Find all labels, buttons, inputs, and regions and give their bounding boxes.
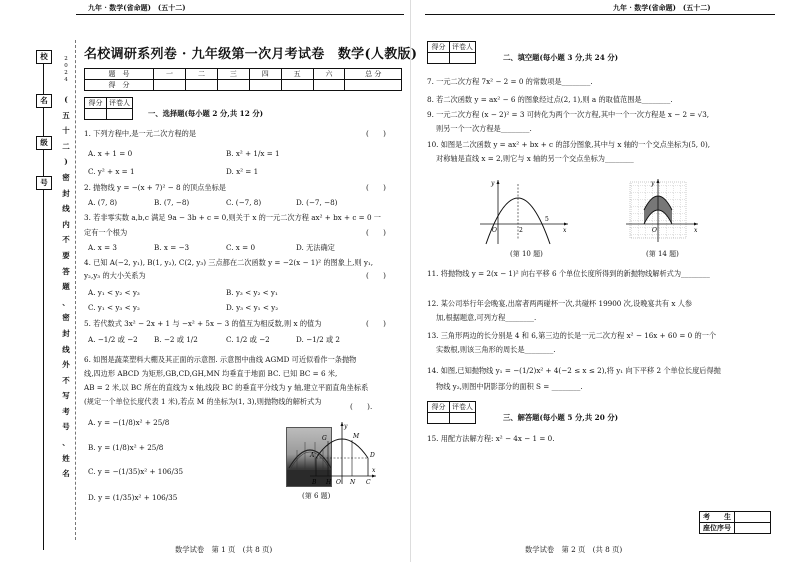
score-cell[interactable] bbox=[281, 80, 313, 91]
q6-line2: 线,四边形 ABCD 为矩形,GB,CD,GH,MN 均垂直于地面 BC. 已知 BC = 6 米, bbox=[84, 369, 338, 378]
q1-option-c[interactable]: C. y² + x = 1 bbox=[88, 167, 135, 176]
seal-char: 姓 bbox=[62, 453, 70, 463]
q4-option-b[interactable]: B. y₃ < y₂ < y₁ bbox=[226, 288, 278, 297]
figure-10-caption: (第 10 题) bbox=[510, 250, 543, 258]
q10-cont: 对称轴是直线 x = 2,则它与 x 轴的另一个交点坐标为________ bbox=[436, 154, 634, 163]
q13: 13. 三角形两边的长分别是 4 和 6,第三边的长是一元二次方程 x² − 16x + 60 = 0 的一个 bbox=[427, 331, 717, 340]
q3-stem: 3. 若非零实数 a,b,c 满足 9a − 3b + c = 0,则关于 x 的一元二次方程 ax² + bx + c = 0 一 bbox=[84, 213, 381, 222]
q4-option-d[interactable]: D. y₃ < y₁ < y₂ bbox=[226, 303, 279, 312]
q4-stem: 4. 已知 A(−2, y₁), B(1, y₂), C(2, y₃) 三点都在二次函数 y = −2(x − 1)² 的图象上,则 y₁, bbox=[84, 258, 374, 267]
rater-name-cell[interactable] bbox=[450, 413, 476, 424]
rater-name-cell[interactable] bbox=[450, 53, 476, 64]
seal-char: 号 bbox=[62, 422, 70, 432]
fig14-label-x: x bbox=[694, 227, 698, 234]
rater-box-1: 得分 评卷人 bbox=[84, 97, 133, 120]
fig6-label-a: A bbox=[310, 452, 315, 459]
q13-cont: 实数根,则该三角形的周长是________. bbox=[436, 345, 556, 354]
q6-blank[interactable]: ( ). bbox=[350, 402, 373, 411]
q2-blank[interactable]: ( ) bbox=[366, 183, 386, 192]
q6-line3: AB = 2 米,以 BC 所在的直线为 x 轴,线段 BC 的垂直平分线为 y 轴,建立平面直角坐标系 bbox=[84, 383, 369, 392]
q4-stem-cont: y₂,y₃ 的大小关系为 bbox=[84, 271, 146, 280]
q4-blank[interactable]: ( ) bbox=[366, 271, 386, 280]
fig10-label-x: x bbox=[563, 227, 567, 234]
fig6-label-x: x bbox=[372, 467, 376, 474]
year-digit: 0 bbox=[64, 63, 68, 69]
seal-char: 写 bbox=[62, 391, 70, 401]
q3-option-b[interactable]: B. x = −3 bbox=[154, 243, 190, 252]
page2-header-rule bbox=[425, 14, 775, 15]
q15: 15. 用配方法解方程: x² − 4x − 1 = 0. bbox=[427, 434, 555, 443]
seal-char: 封 bbox=[62, 328, 70, 338]
rater-score-cell[interactable] bbox=[85, 109, 107, 120]
page1-footer: 数学试卷 第 1 页 (共 8 页) bbox=[175, 545, 273, 554]
seal-char: 题 bbox=[62, 282, 70, 292]
figure-14-graph bbox=[624, 178, 702, 244]
figure-10-graph bbox=[478, 174, 570, 246]
q12: 12. 某公司举行年会晚宴,出席者两两碰杯一次,共碰杯 19900 次,设晚宴共有 x 人参 bbox=[427, 299, 693, 308]
q1-blank[interactable]: ( ) bbox=[366, 129, 386, 138]
q5-blank[interactable]: ( ) bbox=[366, 319, 386, 328]
q7: 7. 一元二次方程 7x² − 2 = 0 的常数项是________. bbox=[427, 77, 593, 86]
seal-char: 密 bbox=[62, 172, 70, 182]
rater-box-3: 得分 评卷人 bbox=[427, 401, 476, 424]
fig10-label-5: 5 bbox=[545, 216, 549, 223]
q2-option-b[interactable]: B. (7, −8) bbox=[154, 198, 190, 207]
rater-score-cell[interactable] bbox=[428, 53, 450, 64]
seal-char: 内 bbox=[62, 219, 70, 229]
year-digit: 2 bbox=[64, 56, 68, 62]
rater-box-2: 得分 评卷人 bbox=[427, 41, 476, 64]
figure-6-caption: (第 6 题) bbox=[302, 492, 331, 500]
section3-title: 三、解答题(每小题 5 分,共 20 分) bbox=[503, 413, 619, 422]
page1-header-rule bbox=[76, 14, 404, 15]
seal-char: 密 bbox=[62, 313, 70, 323]
seal-char: 名 bbox=[62, 469, 70, 479]
seal-char: 十 bbox=[62, 126, 70, 136]
q5-option-d[interactable]: D. −1/2 或 2 bbox=[296, 335, 340, 344]
fig14-label-o: O bbox=[652, 227, 657, 234]
binding-box-school: 校 bbox=[36, 50, 52, 64]
q5-option-a[interactable]: A. −1/2 或 −2 bbox=[88, 335, 138, 344]
score-cell[interactable] bbox=[313, 80, 345, 91]
score-cell[interactable] bbox=[345, 80, 402, 91]
year-digit: 2 bbox=[64, 70, 68, 76]
q4-option-c[interactable]: C. y₁ < y₃ < y₂ bbox=[88, 303, 140, 312]
q2-option-d[interactable]: D. (−7, −8) bbox=[296, 198, 338, 207]
seal-char: 考 bbox=[62, 406, 70, 416]
seal-char: 线 bbox=[62, 204, 70, 214]
q6-option-c[interactable]: C. y = −(1/35)x² + 106/35 bbox=[88, 467, 184, 476]
q14: 14. 如图,已知抛物线 y₁ = −(1/2)x² + 4(−2 ≤ x ≤ 2),将 y₁ 向下平移 2 个单位长度后得抛 bbox=[427, 366, 721, 375]
fig6-label-c: C bbox=[366, 479, 371, 486]
figure-6-diagram bbox=[308, 420, 378, 488]
q14-cont: 物线 y₂,则图中阴影部分的面积 S = ________. bbox=[436, 382, 583, 391]
q12-cont: 加,根据题意,可列方程________. bbox=[436, 313, 537, 322]
examinee-seat-box bbox=[699, 511, 771, 534]
q9: 9. 一元二次方程 (x − 2)² = 3 可转化为两个一次方程,其中一个一次方程是 x − 2 = √3, bbox=[427, 110, 710, 119]
q6-option-b[interactable]: B. y = (1/8)x² + 25/8 bbox=[88, 443, 164, 452]
q3-blank[interactable]: ( ) bbox=[366, 228, 386, 237]
q1-option-b[interactable]: B. x² + 1/x = 1 bbox=[226, 149, 280, 158]
fig6-label-h: H bbox=[326, 479, 332, 486]
page2-header: 九年 · 数学(省命题) (五十二) bbox=[613, 3, 711, 12]
seal-char: 封 bbox=[62, 188, 70, 198]
q1-option-a[interactable]: A. x + 1 = 0 bbox=[88, 149, 133, 158]
seal-char: 外 bbox=[62, 360, 70, 370]
fig10-label-y: y bbox=[491, 180, 495, 187]
rater-score-cell[interactable] bbox=[428, 413, 450, 424]
q6-line1: 6. 如图是蔬菜塑料大棚及其正面的示意图. 示意图中曲线 AGMD 可近似看作一条抛物 bbox=[84, 355, 357, 364]
score-table: 题 号 一 二 三 四 五 六 总 分 得 分 bbox=[84, 68, 402, 91]
binding-box-class: 级 bbox=[36, 136, 52, 150]
section2-title: 二、填空题(每小题 3 分,共 24 分) bbox=[503, 53, 619, 62]
examinee-cell[interactable] bbox=[735, 512, 771, 523]
figure-14-caption: (第 14 题) bbox=[646, 250, 679, 258]
fig6-label-y: y bbox=[344, 423, 348, 430]
score-cell[interactable] bbox=[249, 80, 281, 91]
seal-char: 线 bbox=[62, 344, 70, 354]
fig10-label-o: O bbox=[492, 227, 497, 234]
fig6-label-b: B bbox=[312, 479, 317, 486]
seal-char: 不 bbox=[62, 375, 70, 385]
q5-option-b[interactable]: B. −2 或 1/2 bbox=[154, 335, 198, 344]
q10: 10. 如图是二次函数 y = ax² + bx + c 的部分图象,其中与 x 轴的一个交点坐标为(5, 0), bbox=[427, 140, 711, 149]
q2-stem: 2. 抛物线 y = −(x + 7)² − 8 的顶点坐标是 bbox=[84, 183, 226, 192]
seal-char: 二 bbox=[62, 141, 70, 151]
examinee-label: 考 生 bbox=[700, 512, 735, 523]
binding-box-name: 名 bbox=[36, 94, 52, 108]
seal-char: 五 bbox=[62, 110, 70, 120]
binding-year bbox=[60, 56, 72, 84]
q6-option-d[interactable]: D. y = (1/35)x² + 106/35 bbox=[88, 493, 178, 502]
q4-option-a[interactable]: A. y₁ < y₂ < y₃ bbox=[88, 288, 140, 297]
q11: 11. 将抛物线 y = 2(x − 1)² 向右平移 6 个单位长度所得到的新抛物线解析式为________ bbox=[427, 269, 710, 278]
q1-stem: 1. 下列方程中,是一元二次方程的是 bbox=[84, 129, 197, 138]
page1-header: 九年 · 数学(省命题) (五十二) bbox=[88, 3, 186, 12]
q9-cont: 则另一个一次方程是________. bbox=[436, 124, 532, 133]
q6-line4: (规定一个单位长度代表 1 米),若点 M 的坐标为(1, 3),则抛物线的解析式为 bbox=[84, 397, 322, 406]
section1-title: 一、选择题(每小题 2 分,共 12 分) bbox=[148, 109, 264, 118]
seal-dashed-line bbox=[75, 40, 76, 540]
q3-option-a[interactable]: A. x = 3 bbox=[88, 243, 117, 252]
seal-char: ) bbox=[64, 157, 68, 167]
rater-name-cell[interactable] bbox=[107, 109, 133, 120]
seal-notice bbox=[60, 92, 72, 482]
fig14-label-y: y bbox=[651, 180, 655, 187]
q3-stem-cont: 定有一个根为 bbox=[84, 228, 128, 237]
fig6-label-g: G bbox=[322, 435, 327, 442]
seal-char: 要 bbox=[62, 250, 70, 260]
seal-char: 、 bbox=[62, 438, 70, 448]
seat-number-cell[interactable] bbox=[735, 523, 771, 534]
exam-title: 名校调研系列卷 · 九年级第一次月考试卷 数学(人教版) bbox=[84, 47, 418, 62]
q2-option-a[interactable]: A. (7, 8) bbox=[88, 198, 118, 207]
q6-option-a[interactable]: A. y = −(1/8)x² + 25/8 bbox=[88, 418, 170, 427]
seat-number-label: 座位序号 bbox=[700, 523, 735, 534]
q3-option-d[interactable]: D. 无法确定 bbox=[296, 243, 335, 252]
page2-footer: 数学试卷 第 2 页 (共 8 页) bbox=[525, 545, 623, 554]
score-cell[interactable] bbox=[186, 80, 218, 91]
fig6-label-o: O bbox=[336, 479, 341, 486]
seal-char: ( bbox=[64, 95, 68, 104]
score-cell[interactable] bbox=[154, 80, 186, 91]
q2-option-c[interactable]: C. (−7, 8) bbox=[226, 198, 262, 207]
year-digit: 4 bbox=[64, 77, 68, 83]
fig6-label-d: D bbox=[370, 452, 375, 459]
fig6-label-n: N bbox=[350, 479, 356, 486]
fig6-label-m: M bbox=[353, 433, 360, 440]
seal-char: 不 bbox=[62, 235, 70, 245]
page-fold bbox=[410, 0, 411, 562]
score-header-label: 题 号 bbox=[85, 69, 154, 80]
seal-char: 答 bbox=[62, 266, 70, 276]
score-row-label: 得 分 bbox=[85, 80, 154, 91]
binding-box-number: 号 bbox=[36, 176, 52, 190]
seal-char: 、 bbox=[62, 297, 70, 307]
q3-option-c[interactable]: C. x = 0 bbox=[226, 243, 256, 252]
q5-option-c[interactable]: C. 1/2 或 −2 bbox=[226, 335, 270, 344]
q5-stem: 5. 若代数式 3x² − 2x + 1 与 −x² + 5x − 3 的值互为相反数,则 x 的值为 bbox=[84, 319, 322, 328]
q8: 8. 若二次函数 y = ax² − 6 的图象经过点(2, 1),则 a 的取值范围是________. bbox=[427, 95, 673, 104]
score-cell[interactable] bbox=[217, 80, 249, 91]
q1-option-d[interactable]: D. x² = 1 bbox=[226, 167, 259, 176]
fig10-label-2: 2 bbox=[519, 227, 523, 234]
